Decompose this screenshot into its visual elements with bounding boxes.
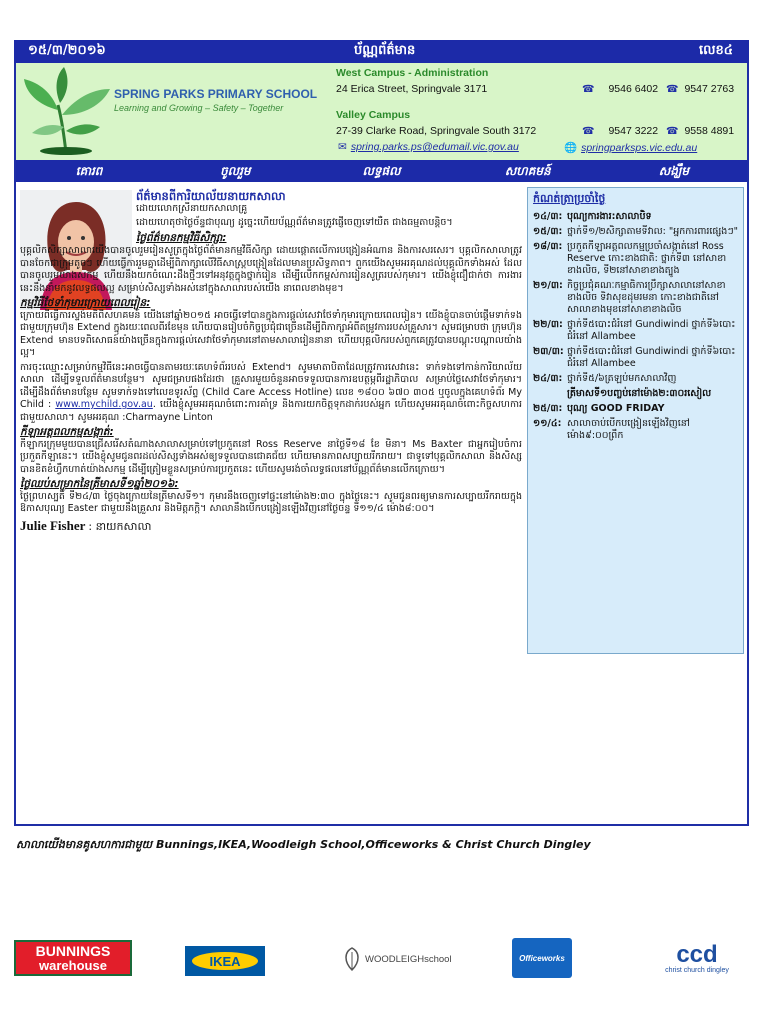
valley-campus-address: 27-39 Clarke Road, Springvale South 3172 bbox=[336, 125, 537, 137]
calendar-event bbox=[533, 373, 738, 385]
signature-role: : នាយកសាលា bbox=[88, 519, 152, 533]
calendar-event-text: ប្រកួតកីឡាអត្តពលកម្មប្រចាំសង្កាត់នៅ Ross Reserve កោះខាងជាតិ: ថ្នាក់ទី៣ នៅសាខាខាងលិច, ទី២នៅសាខាខាងត្បូង bbox=[567, 241, 727, 276]
nav-value-engagement: ចូលរួម bbox=[220, 164, 251, 178]
west-campus-address: 24 Erica Street, Springvale 3171 bbox=[336, 83, 488, 95]
calendar-event bbox=[533, 403, 738, 415]
issue-date: ១៥/៣/២០១៦ bbox=[28, 43, 106, 58]
calendar-event bbox=[533, 418, 738, 442]
report-intro: ដោយហេតុថាថ្ងៃច័ន្ទជាបុណ្យ ដូច្នេះហើយប័ណ្ណព័ត៌មានត្រូវផ្ញើចេញទៅយឺត ជាងធម្មតាបន្តិច។ bbox=[136, 217, 453, 228]
valley-phone-1: ☎ 9547 3222 bbox=[582, 125, 659, 137]
sponsor-line: សាលាយើងមានគូសហការជាមួយ Bunnings,IKEA,Woodleigh School,Officeworks & Christ Church Dingley bbox=[16, 838, 591, 851]
calendar-sidebar bbox=[527, 187, 744, 654]
calendar-event-date: ២២/៣: bbox=[533, 319, 563, 330]
officeworks-logo: Officeworks bbox=[512, 938, 572, 978]
curriculum-paragraph: បុគ្គលិកសិក្សាសាលាយើងបានចូលរួមរៀនសូត្រក្នុងថ្ងៃព័ត៌មានកម្មវិធីសិក្សា ដោយផ្តោតលើការបង្រៀនអំណាន និងការសរសេរ។ បុគ្គលិកសាលាត្រូវបានចែកជាក្រុមតូចៗ ហើយធ្វើការរួមគ្នាដើម្បីពិភាក្សាលើវិធីសាស្ត្របង្រៀនដែលមានប្រសិទ្ធភាព។ ពួកយើងសូមអរគុណដល់បុគ្គលិកទាំងអស់ ដែលបានចូលរួមយ៉ាងសកម្ម ហើយនឹងយកចំណេះដឹងថ្មីៗទៅអនុវត្តក្នុងថ្នាក់រៀន ដើម្បីលើកកម្ពស់ការរៀនសូត្ររបស់កុមារ។ យើងខ្ញុំជឿជាក់ថា ការងារនេះនឹងនាំមកនូវលទ្ធផលល្អ សម្រាប់សិស្សទាំងអស់នៅក្នុងសាលារបស់យើង នាពេលខាងមុខ។ bbox=[20, 245, 522, 294]
school-header bbox=[16, 63, 747, 160]
school-logo-icon bbox=[18, 65, 114, 157]
calendar-title: កំណត់ត្រាប្រចាំថ្ងៃ bbox=[533, 192, 606, 205]
globe-icon: 🌐 bbox=[564, 142, 578, 154]
calendar-event-date: ២៤/៣: bbox=[533, 373, 563, 384]
calendar-event bbox=[533, 211, 738, 223]
calendar-event-date: ១១/៤: bbox=[533, 418, 562, 429]
athletics-paragraph: កីឡាករក្រុមមួយបានជ្រើសរើសតំណាងសាលាសម្រាប់ទៅប្រកួតនៅ Ross Reserve នាថ្ងៃទី១៨ ខែ មិនា។ Ms Baxter ជាអ្នករៀបចំការប្រកួតកីឡានេះ។ យើងខ្ញុំសូមជូនពរដល់សិស្សទាំងអស់ឲ្យទទួលបានជោគជ័យ ហើយមានភាពសប្បាយរីករាយ។ ជាទូទៅបុគ្គលិកសាលា និងសិស្សបានខិតខំហ្វឹកហាត់យ៉ាងសកម្ម ដើម្បីត្រៀមខ្លួនសម្រាប់ការប្រកួតនេះ ហើយសូមរង់ចាំលទ្ធផលនៅប័ណ្ណព័ត៌មានលើកក្រោយ។ bbox=[20, 438, 522, 475]
holidays-paragraph: ថ្ងៃព្រហស្បតិ៍ ទី២៤/៣ ថ្ងៃចុងក្រោយនៃត្រីមាសទី១។ កុមារនឹងចេញទៅផ្ទះនៅម៉ោង២:៣០ ក្នុងថ្ងៃនេះ។ សូមជូនពរឲ្យមានការសប្បាយរីករាយក្នុងឱកាសបុណ្យ Easter ជាមួយនឹងគ្រួសារ និងមិត្តភក្តិ។ សាលានឹងបើកបង្រៀនឡើងវិញនៅថ្ងៃចន្ទ ទី១១/៤ ម៉ោង៨:០០។ bbox=[20, 490, 522, 514]
sponsor-logos bbox=[12, 932, 752, 982]
valley-phone-2: ☎ 9558 4891 bbox=[666, 125, 735, 137]
calendar-event-text: ថ្នាក់ទី៥/៦ត្រឡប់មកសាលាវិញ bbox=[567, 373, 677, 384]
calendar-event-text: កិច្ចប្រជុំគណៈកម្មាធិការប្រឹក្សាសាលានៅសាខាខាងលិច ទិវាសុខដុមរមនា កោះខាងជាតិនៅសាលាខាងមុខនៅសាខាខាងលិច bbox=[567, 280, 726, 315]
phone-icon: ☎ bbox=[666, 126, 679, 137]
school-motto: Learning and Growing – Safety – Together bbox=[114, 103, 284, 113]
mychild-link[interactable]: www.mychild.gov.au bbox=[55, 399, 153, 410]
phone-icon: ☎ bbox=[582, 84, 595, 95]
nav-value-respect: គោរព bbox=[75, 164, 103, 178]
email-link[interactable]: ✉ spring.parks.ps@edumail.vic.gov.au bbox=[338, 141, 519, 153]
calendar-event-text: ថ្នាក់ទី៥បោះជំរំនៅ Gundiwindi ថ្នាក់ទី៦បោះជំរំនៅ Allambee bbox=[567, 346, 736, 369]
calendar-event bbox=[533, 280, 738, 316]
calendar-event bbox=[533, 241, 738, 277]
issue-number: លេខ៤ bbox=[699, 43, 733, 58]
calendar-event-date bbox=[533, 388, 567, 400]
athletics-heading: កីឡាអត្តពលកម្មសង្កាត់: bbox=[20, 426, 114, 438]
afterschool-paragraph-2: ការចុះឈ្មោះសម្រាប់កម្មវិធីនេះអាចធ្វើបានតាមរយៈគេហទំព័ររបស់ Extend។ សូមមាតាបិតាដែលត្រូវការសេវានេះ ទាក់ទងទៅកាន់ការិយាល័យសាលា ដើម្បីទទួលព័ត៌មានបន្ថែម។ សូមជម្រាបផងដែរថា គ្រួសារមួយចំនួនអាចទទួលបានការឧបត្ថម្ភពីរដ្ឋាភិបាល សម្រាប់ថ្លៃសេវាថែទាំកុមារ។ ដើម្បីដឹងព័ត៌មានបន្ថែម សូមទាក់ទងទៅលេខទូរស័ព្ទ (Child Care Access Hotline) លេខ ១៨០០ ៦៧០ ៣០៥ ឬចូលក្នុងគេហទំព័រ My Child : www.mychild.gov.au. យើងខ្ញុំសូមអរគុណចំពោះការគាំទ្រ និងការយកចិត្តទុកដាក់របស់អ្នក ហើយសូមអរគុណចំពោះកិច្ចសហការជាមួយសាលា។ សូមអរគុណ :Charmayne Linton bbox=[20, 361, 522, 423]
bunnings-logo: BUNNINGS warehouse bbox=[14, 940, 132, 976]
report-byline: ដោយលោកស្រីនាយកសាលាគ្រូ bbox=[136, 202, 248, 214]
woodleigh-logo: WOODLEIGHschool bbox=[342, 944, 462, 974]
calendar-event bbox=[533, 319, 738, 343]
report-title: ព័ត៌មានពីការិយាល័យនាយកសាលា bbox=[136, 189, 286, 203]
calendar-event-date: ១៨/៣: bbox=[533, 241, 563, 252]
phone-icon: ☎ bbox=[666, 84, 679, 95]
school-name: SPRING PARKS PRIMARY SCHOOL bbox=[114, 87, 318, 101]
valley-campus-title: Valley Campus bbox=[336, 109, 411, 121]
calendar-event-date: ១៤/៣: bbox=[533, 211, 563, 222]
nav-value-hope: សង្ឃឹម bbox=[658, 164, 690, 178]
calendar-event-text: ថ្នាក់ទី៥បោះជំរំនៅ Gundiwindi ថ្នាក់ទី៦បោះជំរំនៅ Allambee bbox=[567, 319, 736, 342]
west-phone-2: ☎ 9547 2763 bbox=[666, 83, 735, 95]
leaf-icon bbox=[342, 946, 362, 972]
website-link[interactable]: 🌐 springparksps.vic.edu.au bbox=[564, 142, 698, 154]
afterschool-heading: កម្មវិធីថែទាំកុមារក្រោយពេលរៀន: bbox=[20, 297, 151, 309]
calendar-event bbox=[533, 388, 738, 400]
newsletter-title: ប័ណ្ណព័ត៌មាន bbox=[354, 43, 416, 58]
signature bbox=[20, 517, 522, 534]
envelope-icon: ✉ bbox=[338, 141, 347, 153]
signature-name: Julie Fisher bbox=[20, 517, 86, 533]
calendar-event-date: ២៣/៣: bbox=[533, 346, 564, 357]
calendar-event-date: ២៥/៣: bbox=[533, 403, 563, 414]
nav-value-achievement: លទ្ធផល bbox=[362, 164, 401, 178]
top-bar bbox=[14, 40, 749, 63]
calendar-event bbox=[533, 346, 738, 370]
nav-value-community: សហគមន៍ bbox=[504, 164, 551, 178]
calendar-event-text: ត្រីមាសទី១បញ្ចប់នៅម៉ោង២:៣០រសៀល bbox=[567, 388, 712, 399]
calendar-event bbox=[533, 226, 738, 238]
principal-report bbox=[20, 190, 522, 533]
west-phone-1: ☎ 9546 6402 bbox=[582, 83, 659, 95]
phone-icon: ☎ bbox=[582, 126, 595, 137]
west-campus-title: West Campus - Administration bbox=[336, 67, 489, 79]
holidays-heading: ថ្ងៃឈប់សម្រាកនៃត្រីមាសទី១ឆ្នាំ២០១៦: bbox=[20, 478, 179, 490]
curriculum-heading: ថ្ងៃព័ត៌មានកម្មវិធីសិក្សា: bbox=[136, 231, 227, 244]
calendar-event-text: សាលាចាប់បើកបង្រៀនឡើងវិញនៅម៉ោង៩:០០ព្រឹក bbox=[567, 418, 690, 441]
ikea-logo: IKEA bbox=[185, 946, 265, 976]
calendar-event-date: ២១/៣: bbox=[533, 280, 563, 291]
calendar-event-text: បុណ្យ GOOD FRIDAY bbox=[567, 403, 665, 414]
calendar-events bbox=[533, 211, 738, 442]
values-bar bbox=[16, 160, 747, 182]
calendar-event-text: ថ្នាក់ទី១/២សិក្សាតាមទីវាល: "អ្នកការពារផ្សេងៗ" bbox=[567, 226, 738, 237]
calendar-event-text: បុណ្យការងារ:សាលាបិទ bbox=[567, 211, 652, 222]
ccd-logo: ccd christ church dingley bbox=[665, 940, 729, 974]
calendar-event-date: ១៥/៣: bbox=[533, 226, 563, 237]
afterschool-paragraph-1: ក្រោយពីធ្វើការស្ទង់មតិពីសហគមន៍ យើងនៅឆ្នាំ២០១៥ អាចធ្វើទៅបានក្នុងការផ្តល់សេវាថែទាំកុមារក្រោយពេលរៀន។ យើងខ្ញុំបានចាប់ផ្តើមទាក់ទងជាមួយក្រុមហ៊ុន Extend ក្នុងរយៈពេលពីរខែមុន ហើយបានរៀបចំកិច្ចប្រជុំជាច្រើនដើម្បីពិភាក្សាអំពីតម្រូវការរបស់គ្រួសារ។ សូមជម្រាបថា ក្រុមហ៊ុន Extend មានបទពិសោធន៍យ៉ាងច្រើនក្នុងការផ្តល់សេវាថែទាំកុមារនៅតាមសាលារៀននានា ហើយបុគ្គលិករបស់ពួកគេត្រូវបានបណ្តុះបណ្តាលយ៉ាងល្អ។ bbox=[20, 309, 522, 358]
